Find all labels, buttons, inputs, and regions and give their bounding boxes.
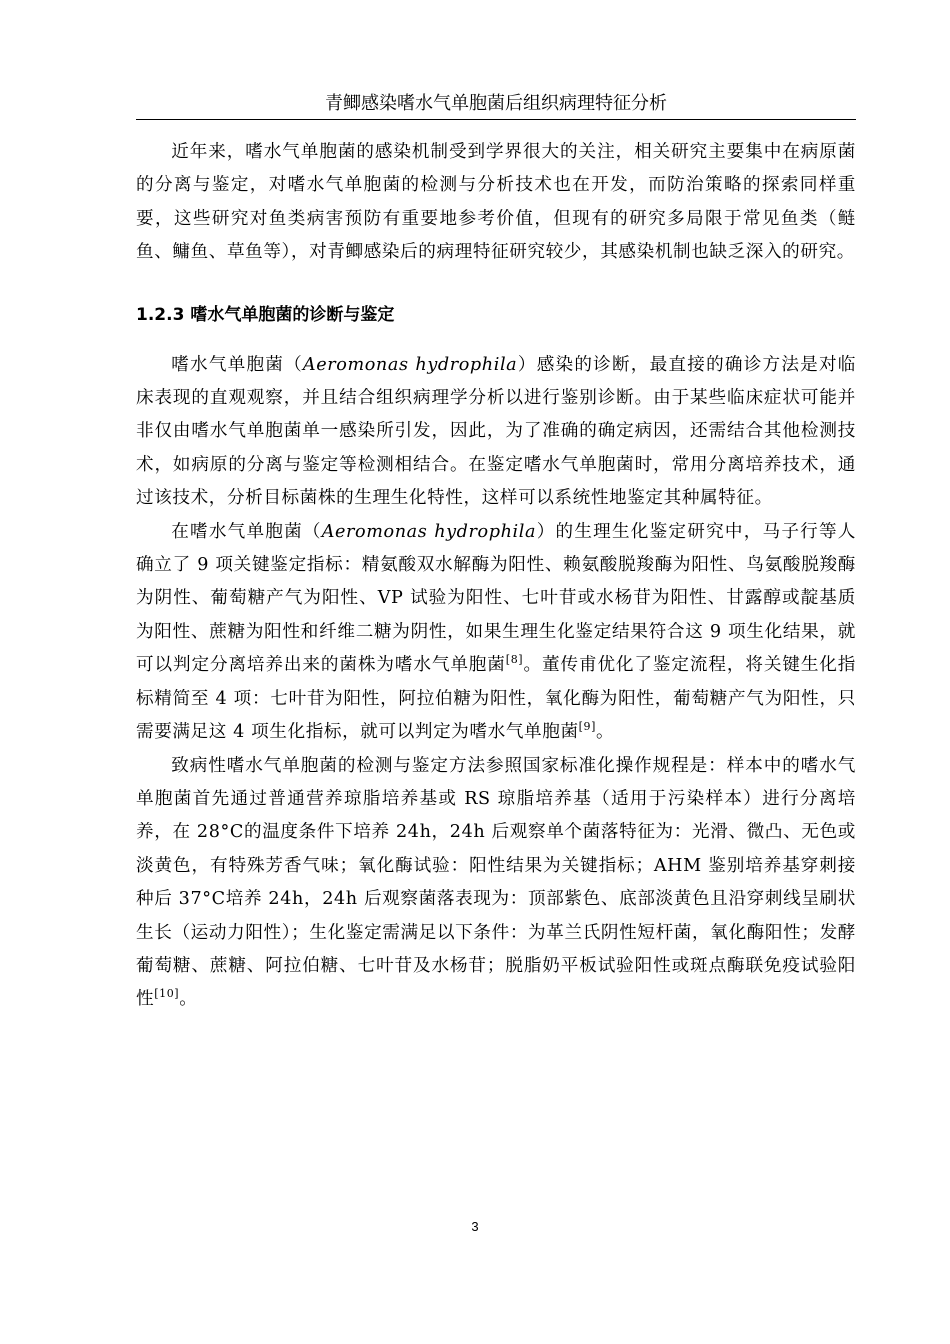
text-span: 嗜水气单胞菌（ [171, 354, 303, 375]
citation: [8] [505, 653, 524, 667]
paragraph-standard-method [136, 750, 856, 1017]
main-body [136, 136, 856, 1017]
text-span: 。 [596, 722, 615, 743]
citation: [9] [578, 720, 597, 734]
text-span: ）的生理生化鉴定研究中，马子行等人确立了 9 项关键鉴定指标：精氨酸双水解酶为阳性、赖氨酸脱羧酶为阳性、鸟氨酸脱羧酶为阴性、葡萄糖产气为阳性、VP 试验为阳性、七叶苷或水杨苷为阳性、甘露醇或靛基质为阳性、蔗糖为阳性和纤维二糖为阴性，如果生理生化鉴定结果符合这 9 项生化结果，就可以判定分离培养出来的菌株为嗜水气单胞菌 [136, 521, 856, 676]
species-name: Aeromonas hydrophila [302, 354, 518, 375]
paragraph-intro: 近年来，嗜水气单胞菌的感染机制受到学界很大的关注，相关研究主要集中在病原菌的分离与鉴定，对嗜水气单胞菌的检测与分析技术也在开发，而防治策略的探索同样重要，这些研究对鱼类病害预防有重要地参考价值，但现有的研究多局限于常见鱼类（鲢鱼、鳙鱼、草鱼等），对青鲫感染后的病理特征研究较少，其感染机制也缺乏深入的研究。 [136, 142, 856, 263]
paragraph-diagnosis [136, 349, 856, 516]
text-span: 在嗜水气单胞菌（ [171, 521, 322, 542]
text-span: 致病性嗜水气单胞菌的检测与鉴定方法参照国家标准化操作规程是：样本中的嗜水气单胞菌首先通过普通营养琼脂培养基或 RS 琼脂培养基（适用于污染样本）进行分离培养，在 28°C的温度条件下培养 24h，24h 后观察单个菌落特征为：光滑、微凸、无色或淡黄色，有特殊芳香气味；氧化酶试验：阳性结果为关键指标；AHM 鉴别培养基穿刺接种后 37°C培养 24h，24h 后观察菌落表现为：顶部紫色、底部淡黄色且沿穿刺线呈刷状生长（运动力阳性）；生化鉴定需满足以下条件：为革兰氏阴性短杆菌，氧化酶阳性；发酵葡萄糖、蔗糖、阿拉伯糖、七叶苷及水杨苷；脱脂奶平板试验阳性或斑点酶联免疫试验阳性 [136, 755, 856, 1010]
header-rule [136, 119, 856, 120]
section-heading: 1.2.3 嗜水气单胞菌的诊断与鉴定 [136, 304, 395, 325]
page-number: 3 [471, 1219, 479, 1234]
running-header: 青鲫感染嗜水气单胞菌后组织病理特征分析 [325, 93, 667, 114]
text-span: 。 [179, 989, 198, 1010]
citation: [10] [154, 987, 180, 1001]
text-span: ）感染的诊断，最直接的确诊方法是对临床表现的直观观察，并且结合组织病理学分析以进行鉴别诊断。由于某些临床症状可能并非仅由嗜水气单胞菌单一感染所引发，因此，为了准确的确定病因，还需结合其他检测技术，如病原的分离与鉴定等检测相结合。在鉴定嗜水气单胞菌时，常用分离培养技术，通过该技术，分析目标菌株的生理生化特性，这样可以系统性地鉴定其种属特征。 [136, 354, 856, 509]
text-span: 。董传甫优化了鉴定流程，将关键生化指标精简至 4 项：七叶苷为阳性，阿拉伯糖为阳性，氧化酶为阳性，葡萄糖产气为阳性，只需要满足这 4 项生化指标，就可以判定为嗜水气单胞菌 [136, 655, 856, 743]
species-name: Aeromonas hydrophila [321, 521, 537, 542]
paragraph-biochemical [136, 516, 856, 750]
